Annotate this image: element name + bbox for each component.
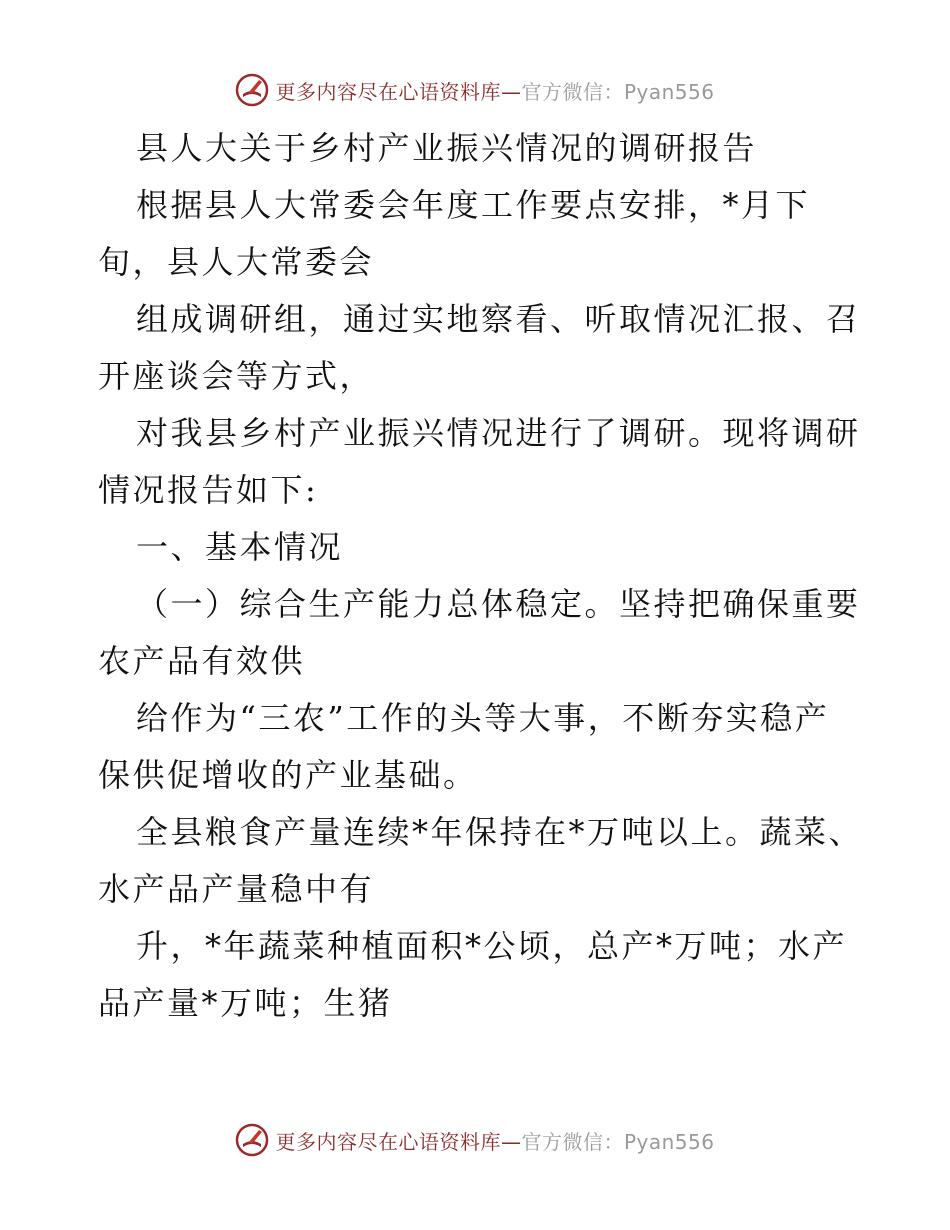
paragraph-line: 对我县乡村产业振兴情况进行了调研。现将调研 (136, 414, 861, 452)
paragraph-line: 水产品产量稳中有 (98, 870, 375, 908)
book-pen-logo-icon (235, 1123, 269, 1157)
header-banner-wechat: 官方微信：Pyan556 (521, 79, 715, 104)
paragraph-line: 情况报告如下: (98, 471, 319, 509)
paragraph-line: 保供促增收的产业基础。 (98, 756, 478, 794)
paragraph-line: 旬，县人大常委会 (98, 243, 375, 281)
document-body (98, 120, 864, 1032)
paragraph-line: 给作为“三农”工作的头等大事，不断夯实稳产 (136, 699, 830, 737)
paragraph-line: 升，*年蔬菜种植面积*公顷，总产*万吨；水产 (136, 927, 848, 965)
paragraph-line: 根据县人大常委会年度工作要点安排，*月下 (136, 186, 811, 224)
subsection-heading: （一）综合生产能力总体稳定。坚持把确保重要 (136, 585, 861, 623)
book-pen-logo-icon (235, 73, 269, 107)
footer-banner-text (275, 1126, 714, 1155)
paragraph-line: 全县粮食产量连续*年保持在*万吨以上。蔬菜、 (136, 813, 864, 851)
section-heading: 一、基本情况 (136, 528, 344, 566)
header-banner-title: 更多内容尽在心语资料库— (275, 79, 522, 104)
footer-banner-title: 更多内容尽在心语资料库— (275, 1129, 522, 1154)
header-banner-text (275, 76, 714, 105)
paragraph-line: 组成调研组，通过实地察看、听取情况汇报、召 (136, 300, 861, 338)
document-title: 县人大关于乡村产业振兴情况的调研报告 (136, 129, 758, 167)
header-watermark-banner (0, 70, 950, 110)
paragraph-line: 品产量*万吨；生猪 (98, 984, 393, 1022)
footer-banner-wechat: 官方微信：Pyan556 (521, 1129, 715, 1154)
footer-watermark-banner (0, 1120, 950, 1160)
paragraph-line: 农产品有效供 (98, 642, 306, 680)
paragraph-line: 开座谈会等方式， (98, 357, 375, 395)
